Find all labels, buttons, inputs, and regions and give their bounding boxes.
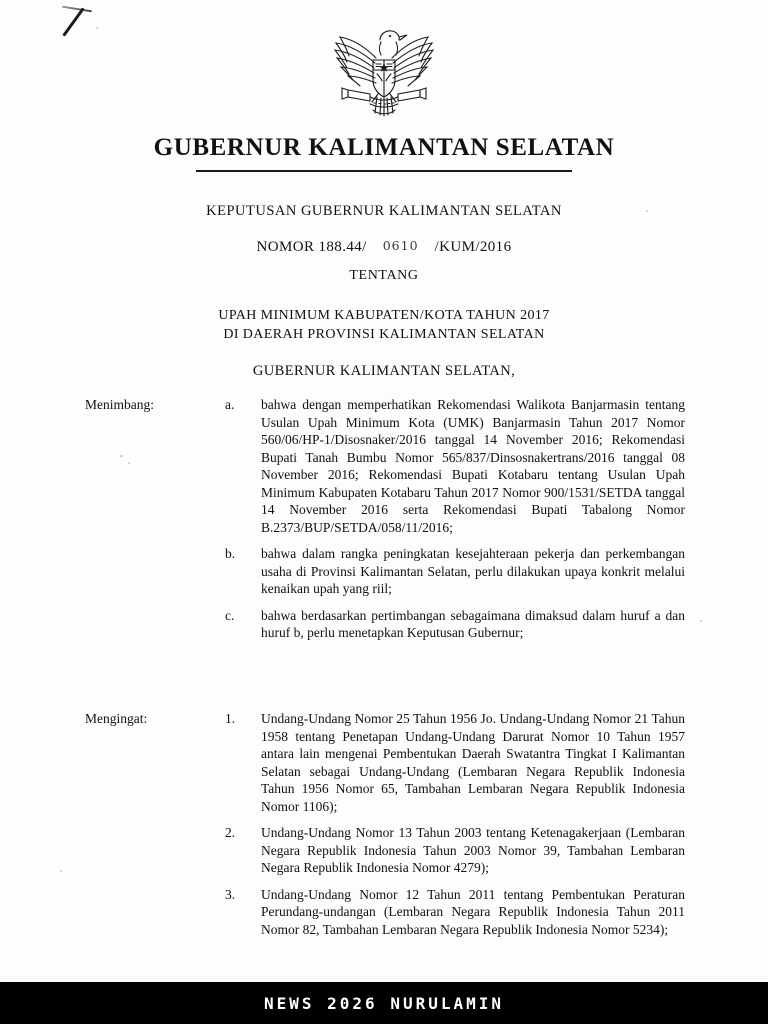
item-marker: a. xyxy=(225,397,235,412)
mengingat-item-list xyxy=(225,710,685,947)
heading-keputusan: KEPUTUSAN GUBERNUR KALIMANTAN SELATAN xyxy=(206,203,562,219)
section-label-mengingat: Mengingat: xyxy=(85,711,148,726)
list-item xyxy=(225,607,685,642)
title-underline xyxy=(196,170,572,172)
list-item xyxy=(225,710,685,815)
item-text: Undang-Undang Nomor 13 Tahun 2003 tentang Ketenagakerjaan (Lembaran Negara Republik Indonesia Tahun 2003 Nomor 39, Tambahan Lembaran Negara Republik Indonesia Nomor 4279); xyxy=(261,825,685,875)
watermark-text: NEWS 2026 NURULAMIN xyxy=(263,993,505,1013)
item-marker: c. xyxy=(225,607,235,623)
nomor-prefix: NOMOR 188.44/ xyxy=(256,239,367,255)
item-text: bahwa berdasarkan pertimbangan sebagaimana dimaksud dalam huruf a dan huruf b, perlu menetapkan Keputusan Gubernur; xyxy=(261,607,685,640)
item-text: bahwa dalam rangka peningkatan kesejahteraan pekerja dan perkembangan usaha di Provinsi Kalimantan Selatan, perlu dilakukan upaya konkrit melalui kenaikan upah yang riil; xyxy=(261,546,685,596)
page-title: GUBERNUR KALIMANTAN SELATAN xyxy=(153,134,615,161)
list-item xyxy=(225,886,685,939)
document-subject xyxy=(0,306,768,344)
heading-tentang: TENTANG xyxy=(349,268,419,283)
section-mengingat xyxy=(85,710,685,947)
scan-pen-mark-horizontal xyxy=(62,6,92,13)
heading-nomor xyxy=(0,238,768,256)
item-marker: 2. xyxy=(225,825,236,840)
heading-gubernur-signatory: GUBERNUR KALIMANTAN SELATAN, xyxy=(252,363,516,379)
nomor-filled-value: 0610 xyxy=(382,238,419,253)
item-text: bahwa dengan memperhatikan Rekomendasi Walikota Banjarmasin tentang Usulan Upah Minimum Kota (UMK) Banjarmasin Tahun 2017 Nomor 560/06/HP-1/Disosnaker/2016 tanggal 14 November 2016; Rekomendasi Bupati Tanah Bumbu Nomor 565/837/Dinsosnakertrans/2016 tanggal 08 November 2016; Rekomendasi Bupati Kotabaru tentang Usulan Upah Minimum Kabupaten Kotabaru Tahun 2017 Nomor 900/1531/SETDA tanggal 14 November 2016 serta Rekomendasi Bupati Tabalong Nomor B.2373/BUP/SETDA/058/11/2016; xyxy=(261,397,685,535)
section-menimbang xyxy=(85,396,685,651)
subject-line-1: UPAH MINIMUM KABUPATEN/KOTA TAHUN 2017 xyxy=(218,308,550,323)
garuda-pancasila-emblem xyxy=(0,18,768,122)
item-marker: 1. xyxy=(225,711,236,726)
nomor-suffix: /KUM/2016 xyxy=(434,239,512,255)
list-item xyxy=(225,824,685,877)
item-marker: b. xyxy=(225,546,236,561)
section-label-menimbang: Menimbang: xyxy=(85,397,154,412)
item-marker: 3. xyxy=(225,886,236,902)
list-item xyxy=(225,545,685,598)
item-text: Undang-Undang Nomor 12 Tahun 2011 tentang Pembentukan Peraturan Perundang-undangan (Lembaran Negara Republik Indonesia Tahun 2011 Nomor 82, Tambahan Lembaran Negara Republik Indonesia Nomor 5234); xyxy=(261,886,685,937)
menimbang-item-list xyxy=(225,396,685,651)
list-item xyxy=(225,396,685,536)
scan-speck xyxy=(60,870,62,872)
watermark-bar xyxy=(0,982,768,1024)
item-text: Undang-Undang Nomor 25 Tahun 1956 Jo. Undang-Undang Nomor 21 Tahun 1958 tentang Penetapan Undang-Undang Darurat Nomor 10 Tahun 1957 antara lain mengenai Pembentukan Daerah Swatantra Tingkat I Kalimantan Selatan sebagai Undang-Undang (Lembaran Negara Republik Indonesia Tahun 1956 Nomor 65, Tambahan Lembaran Negara Republik Indonesia Nomor 1106); xyxy=(261,711,685,814)
scan-speck xyxy=(700,620,702,622)
subject-line-2: DI DAERAH PROVINSI KALIMANTAN SELATAN xyxy=(223,327,545,342)
